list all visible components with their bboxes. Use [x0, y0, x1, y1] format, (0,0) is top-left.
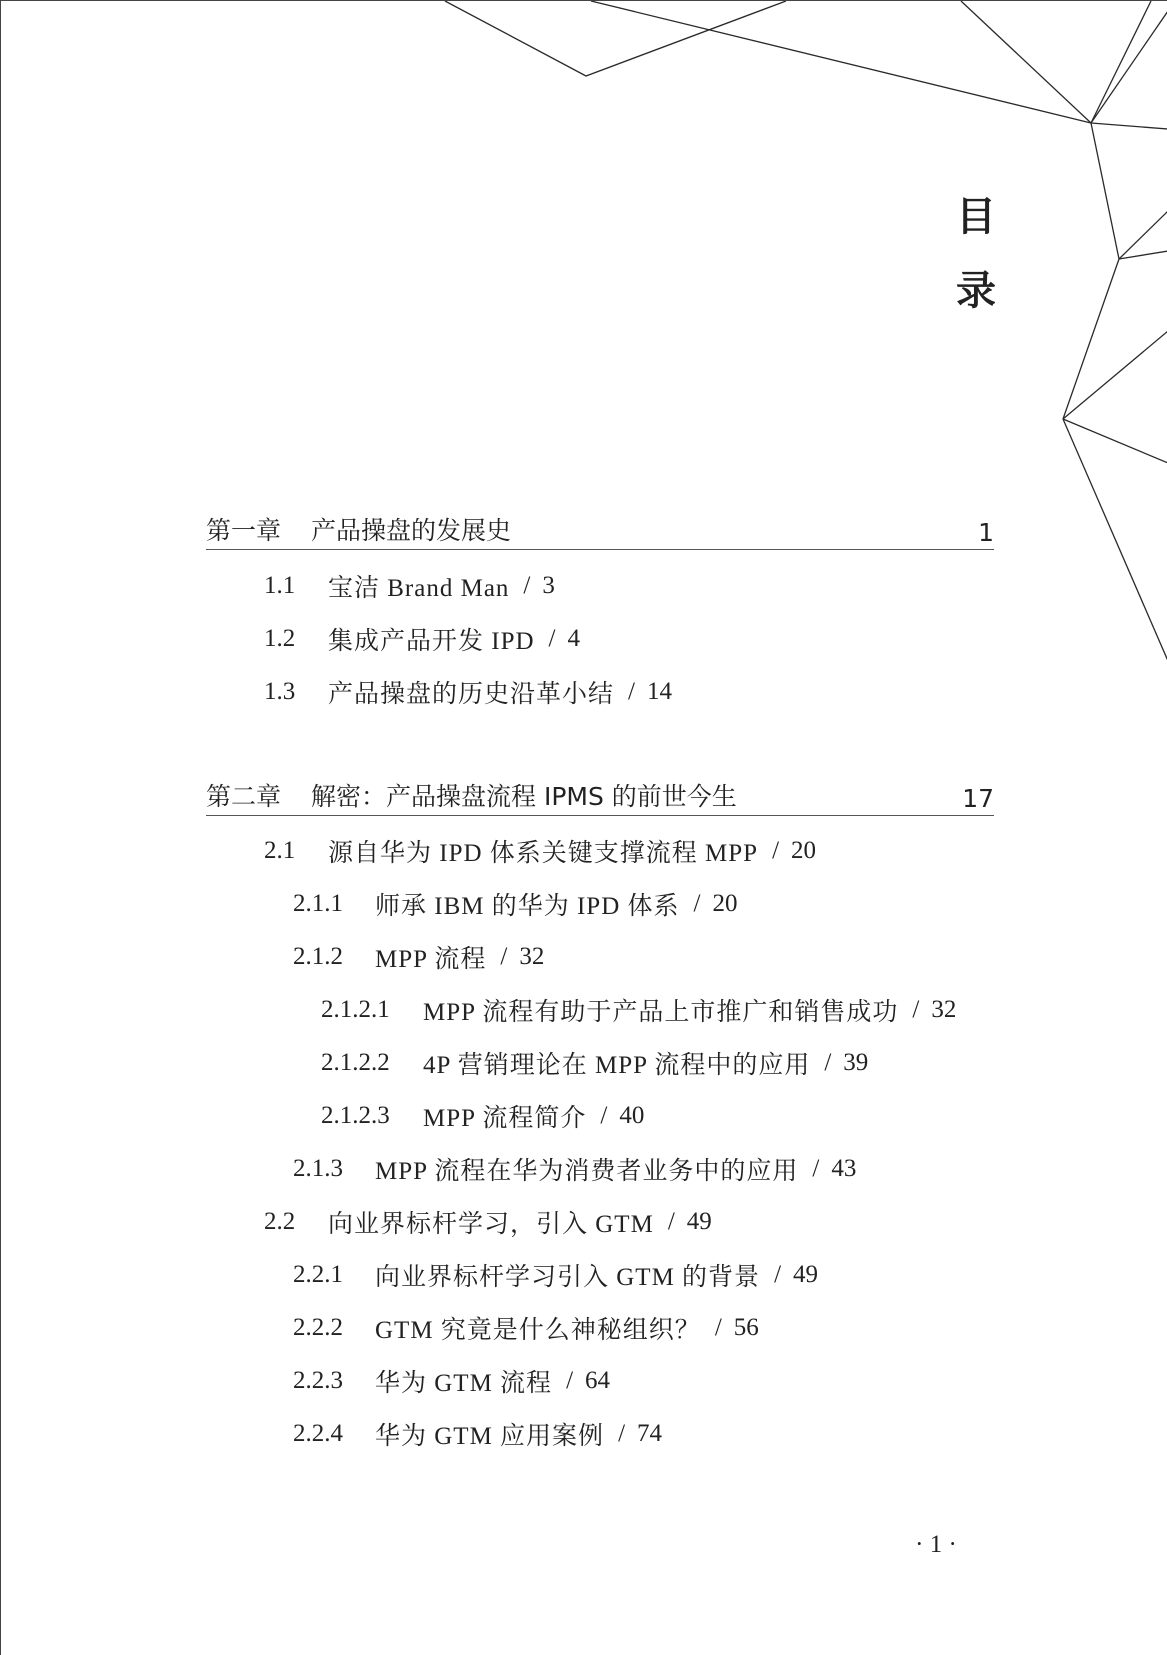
section-title: 师承 IBM 的华为 IPD 体系 — [375, 893, 680, 920]
title-char-2: 录 — [956, 268, 996, 314]
toc-entry[interactable] — [293, 1258, 818, 1292]
chapter-heading-1[interactable] — [206, 511, 994, 550]
toc-entry[interactable] — [264, 622, 580, 656]
section-page: 20 — [712, 890, 738, 917]
separator: / — [714, 1314, 722, 1341]
section-page: 32 — [931, 996, 957, 1023]
chapter-heading-2[interactable] — [206, 777, 994, 816]
toc-entry[interactable] — [264, 675, 672, 709]
section-number: 2.1.2.1 — [321, 996, 390, 1023]
toc-entry[interactable] — [293, 1311, 759, 1345]
separator: / — [523, 572, 531, 599]
section-number: 2.2.1 — [293, 1261, 343, 1288]
chapter-title: 产品操盘的发展史 — [311, 516, 512, 545]
separator: / — [548, 625, 556, 652]
section-page: 49 — [793, 1261, 819, 1288]
chapter-page: 1 — [978, 518, 994, 547]
section-number: 2.1.2.3 — [321, 1102, 390, 1129]
section-number: 2.2 — [264, 1208, 296, 1235]
chapter-number: 第二章 — [206, 782, 282, 811]
section-page: 39 — [843, 1049, 869, 1076]
section-title: 产品操盘的历史沿革小结 — [328, 681, 615, 708]
page-number: · 1 · — [915, 1531, 957, 1558]
section-number: 1.3 — [264, 678, 296, 705]
separator: / — [600, 1102, 608, 1129]
section-title: 华为 GTM 应用案例 — [375, 1423, 605, 1450]
title-char-1: 目 — [956, 194, 996, 240]
section-page: 56 — [733, 1314, 759, 1341]
separator: / — [667, 1208, 675, 1235]
section-page: 3 — [542, 572, 555, 599]
section-page: 14 — [646, 678, 672, 705]
section-title: 华为 GTM 流程 — [375, 1370, 553, 1397]
toc-entry[interactable] — [293, 1417, 662, 1451]
toc-entry[interactable] — [321, 993, 956, 1027]
toc-entry[interactable] — [264, 834, 816, 868]
section-page: 4 — [567, 625, 580, 652]
section-number: 2.1.2 — [293, 943, 343, 970]
section-page: 32 — [519, 943, 545, 970]
section-title: MPP 流程有助于产品上市推广和销售成功 — [423, 999, 899, 1026]
chapter-page: 17 — [962, 784, 994, 813]
section-page: 40 — [619, 1102, 645, 1129]
separator: / — [628, 678, 635, 705]
section-title: MPP 流程简介 — [423, 1105, 587, 1132]
toc-entry[interactable] — [264, 1205, 712, 1239]
toc-entry[interactable] — [321, 1099, 644, 1133]
section-title: GTM 究竟是什么神秘组织？ — [375, 1317, 701, 1344]
separator: / — [812, 1155, 820, 1182]
separator: / — [774, 1261, 782, 1288]
section-number: 1.2 — [264, 625, 296, 652]
section-page: 49 — [686, 1208, 712, 1235]
section-number: 2.2.4 — [293, 1420, 343, 1447]
separator: / — [566, 1367, 574, 1394]
section-page: 74 — [637, 1420, 663, 1447]
section-number: 2.2.3 — [293, 1367, 343, 1394]
separator: / — [824, 1049, 832, 1076]
toc-entry[interactable] — [264, 569, 555, 603]
chapter-number: 第一章 — [206, 516, 282, 545]
separator: / — [618, 1420, 626, 1447]
section-title: MPP 流程在华为消费者业务中的应用 — [375, 1158, 799, 1185]
section-title: MPP 流程 — [375, 946, 487, 973]
toc-entry[interactable] — [293, 887, 737, 921]
chapter-title: 解密：产品操盘流程 IPMS 的前世今生 — [311, 782, 737, 811]
section-title: 源自华为 IPD 体系关键支撑流程 MPP — [328, 840, 759, 867]
section-number: 2.1.1 — [293, 890, 343, 917]
toc-title — [946, 194, 1006, 314]
separator: / — [500, 943, 508, 970]
toc-entry[interactable] — [293, 1364, 610, 1398]
separator: / — [693, 890, 701, 917]
section-number: 2.1.3 — [293, 1155, 343, 1182]
section-page: 43 — [831, 1155, 857, 1182]
separator: / — [912, 996, 920, 1023]
section-title: 4P 营销理论在 MPP 流程中的应用 — [423, 1052, 811, 1079]
section-title: 集成产品开发 IPD — [328, 628, 535, 655]
section-page: 64 — [585, 1367, 611, 1394]
section-title: 向业界标杆学习引入 GTM 的背景 — [375, 1264, 761, 1291]
section-title: 向业界标杆学习，引入 GTM — [328, 1211, 654, 1238]
section-number: 2.2.2 — [293, 1314, 343, 1341]
toc-entry[interactable] — [293, 1152, 856, 1186]
separator: / — [772, 837, 780, 864]
section-title: 宝洁 Brand Man — [328, 575, 510, 602]
section-number: 2.1 — [264, 837, 296, 864]
section-page: 20 — [791, 837, 817, 864]
toc-entry[interactable] — [293, 940, 544, 974]
toc-entry[interactable] — [321, 1046, 868, 1080]
section-number: 2.1.2.2 — [321, 1049, 390, 1076]
section-number: 1.1 — [264, 572, 296, 599]
